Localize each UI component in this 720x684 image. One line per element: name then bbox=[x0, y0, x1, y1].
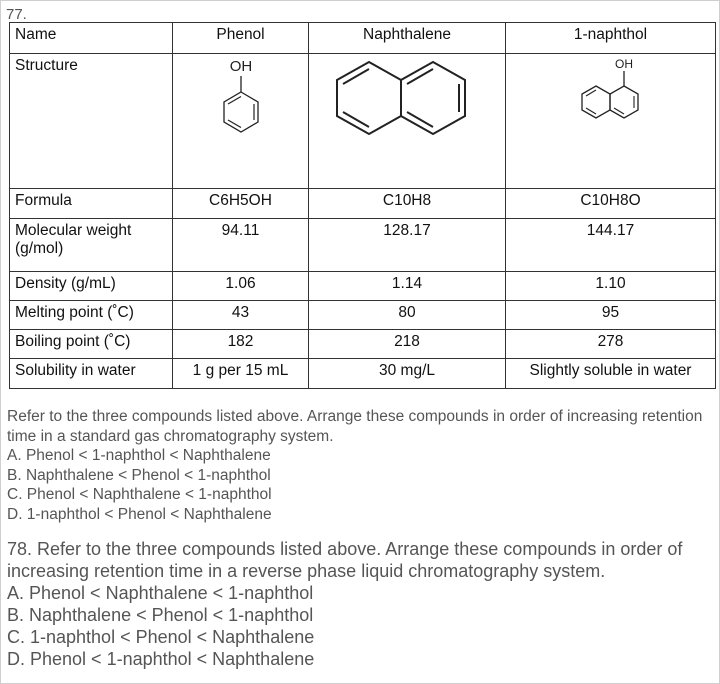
answer-choice-a: A. Phenol < 1-naphthol < Naphthalene bbox=[7, 447, 271, 464]
table-cell: Slightly soluble in water bbox=[506, 359, 716, 389]
table-cell: 218 bbox=[309, 330, 506, 359]
table-row bbox=[10, 272, 716, 301]
question-77-number: 77. bbox=[6, 6, 27, 23]
table-cell: 43 bbox=[173, 301, 309, 330]
structure-label: Structure bbox=[10, 54, 173, 189]
table-row bbox=[10, 301, 716, 330]
table-header-naphthalene: Naphthalene bbox=[309, 23, 506, 54]
answer-choice-c: C. 1-naphthol < Phenol < Naphthalene bbox=[7, 627, 315, 647]
phenol-structure-image bbox=[211, 56, 271, 156]
1-naphthol-structure-image bbox=[566, 56, 656, 136]
row-label: Boiling point (˚C) bbox=[10, 330, 173, 359]
table-cell: 128.17 bbox=[309, 219, 506, 272]
naphthalene-structure-cell bbox=[309, 54, 506, 189]
table-cell: 30 mg/L bbox=[309, 359, 506, 389]
answer-choice-b: B. Naphthalene < Phenol < 1-naphthol bbox=[7, 466, 271, 484]
table-header-phenol: Phenol bbox=[173, 23, 309, 54]
table-header-name: Name bbox=[10, 23, 173, 54]
table-cell: C10H8O bbox=[506, 189, 716, 219]
table-row bbox=[10, 23, 716, 54]
table-cell: 95 bbox=[506, 301, 716, 330]
table-cell: C10H8 bbox=[309, 189, 506, 219]
table-cell: 182 bbox=[173, 330, 309, 359]
table-cell: 1 g per 15 mL bbox=[173, 359, 309, 389]
table-cell: 94.11 bbox=[173, 219, 309, 272]
row-label: Molecular weight (g/mol) bbox=[10, 219, 173, 272]
table-cell: 1.10 bbox=[506, 272, 716, 301]
table-row bbox=[10, 219, 716, 272]
answer-choice-a: A. Phenol < Naphthalene < 1-naphthol bbox=[7, 583, 314, 603]
compound-properties-table bbox=[9, 22, 716, 389]
row-label: Melting point (˚C) bbox=[10, 301, 173, 330]
table-row bbox=[10, 359, 716, 389]
row-label: Formula bbox=[10, 189, 173, 219]
question-78-prompt: 78. Refer to the three compounds listed above. Arrange these compounds in order of increasing retention time in a reverse phase liquid chromatography system. bbox=[7, 539, 683, 581]
1-naphthol-oh-label: OH bbox=[614, 57, 633, 71]
question-77-prompt: Refer to the three compounds listed above. Arrange these compounds in order of increasing retention time in a standard gas chromatography system. bbox=[7, 408, 703, 445]
table-row bbox=[10, 54, 716, 189]
table-cell: 1.06 bbox=[173, 272, 309, 301]
answer-choice-d: D. 1-naphthol < Phenol < Naphthalene bbox=[7, 505, 272, 523]
naphthalene-structure-image bbox=[332, 58, 482, 138]
phenol-structure-cell bbox=[173, 54, 309, 189]
table-cell: 144.17 bbox=[506, 219, 716, 272]
answer-choice-d: D. Phenol < 1-naphthol < Naphthalene bbox=[7, 649, 315, 669]
table-cell: 278 bbox=[506, 330, 716, 359]
answer-choice-c: C. Phenol < Naphthalene < 1-naphthol bbox=[7, 486, 272, 503]
question-77 bbox=[7, 407, 715, 524]
row-label: Solubility in water bbox=[10, 359, 173, 389]
phenol-oh-label: OH bbox=[229, 58, 252, 75]
row-label: Density (g/mL) bbox=[10, 272, 173, 301]
table-cell: 80 bbox=[309, 301, 506, 330]
table-cell: 1.14 bbox=[309, 272, 506, 301]
table-row bbox=[10, 189, 716, 219]
table-header-1-naphthol: 1-naphthol bbox=[506, 23, 716, 54]
table-cell: C6H5OH bbox=[173, 189, 309, 219]
question-78 bbox=[7, 538, 719, 670]
answer-choice-b: B. Naphthalene < Phenol < 1-naphthol bbox=[7, 605, 314, 625]
table-row bbox=[10, 330, 716, 359]
1-naphthol-structure-cell bbox=[506, 54, 716, 189]
